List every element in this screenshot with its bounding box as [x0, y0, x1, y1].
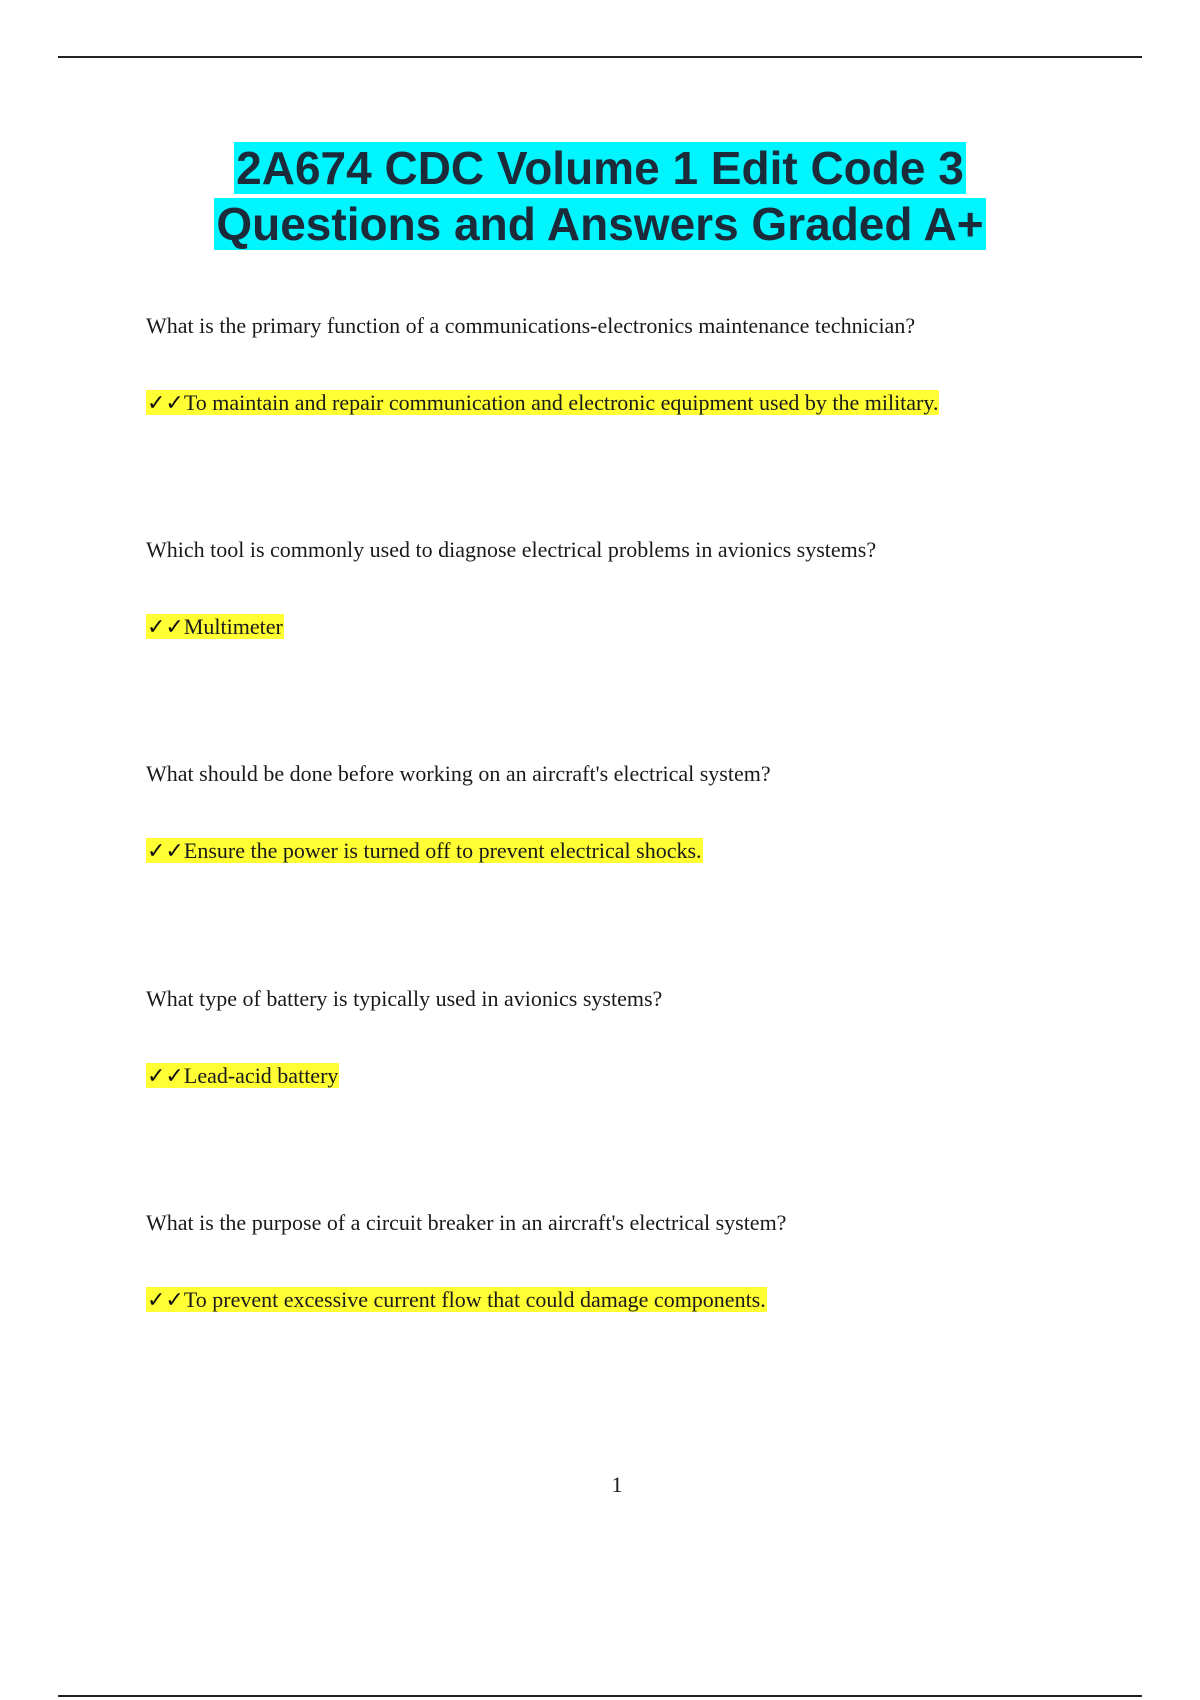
qa-item-4 [146, 985, 1066, 1089]
check-icon: ✓✓ [147, 839, 184, 864]
answer-highlight [146, 614, 284, 639]
check-icon: ✓✓ [147, 1064, 184, 1089]
answer-text: Multimeter [183, 614, 283, 639]
answer-text: To maintain and repair communication and electronic equipment used by the military. [183, 390, 939, 415]
question-5: What is the purpose of a circuit breaker in an aircraft's electrical system? [146, 1210, 787, 1235]
check-icon: ✓✓ [147, 1288, 184, 1313]
answer-1 [146, 388, 939, 419]
answer-highlight [146, 1287, 767, 1312]
question-3: What should be done before working on an aircraft's electrical system? [146, 761, 771, 786]
qa-item-1 [146, 312, 1066, 416]
title-line-1: 2A674 CDC Volume 1 Edit Code 3 [236, 142, 964, 194]
question-4: What type of battery is typically used in avionics systems? [146, 986, 663, 1011]
answer-highlight [146, 390, 939, 415]
answer-text: Ensure the power is turned off to prevent electrical shocks. [183, 838, 702, 863]
check-icon: ✓✓ [147, 615, 184, 640]
answer-highlight [146, 838, 703, 863]
answer-2 [146, 612, 284, 643]
footer-rule [58, 1695, 1142, 1697]
qa-item-5 [146, 1209, 1066, 1313]
question-2: Which tool is commonly used to diagnose electrical problems in avionics systems? [146, 537, 877, 562]
qa-item-2 [146, 536, 1066, 640]
answer-text: Lead-acid battery [183, 1063, 339, 1088]
answer-3 [146, 836, 703, 867]
qa-item-3 [146, 760, 1066, 864]
answer-4 [146, 1061, 339, 1092]
title-line-2: Questions and Answers Graded A+ [216, 198, 984, 250]
answer-5 [146, 1285, 767, 1316]
answer-highlight [146, 1063, 339, 1088]
answer-text: To prevent excessive current flow that could damage components. [183, 1287, 766, 1312]
page-number: 1 [611, 1472, 623, 1497]
header-rule [58, 56, 1142, 58]
document-title [0, 140, 1200, 252]
check-icon: ✓✓ [147, 391, 184, 416]
question-1: What is the primary function of a communications-electronics maintenance technician? [146, 313, 916, 338]
